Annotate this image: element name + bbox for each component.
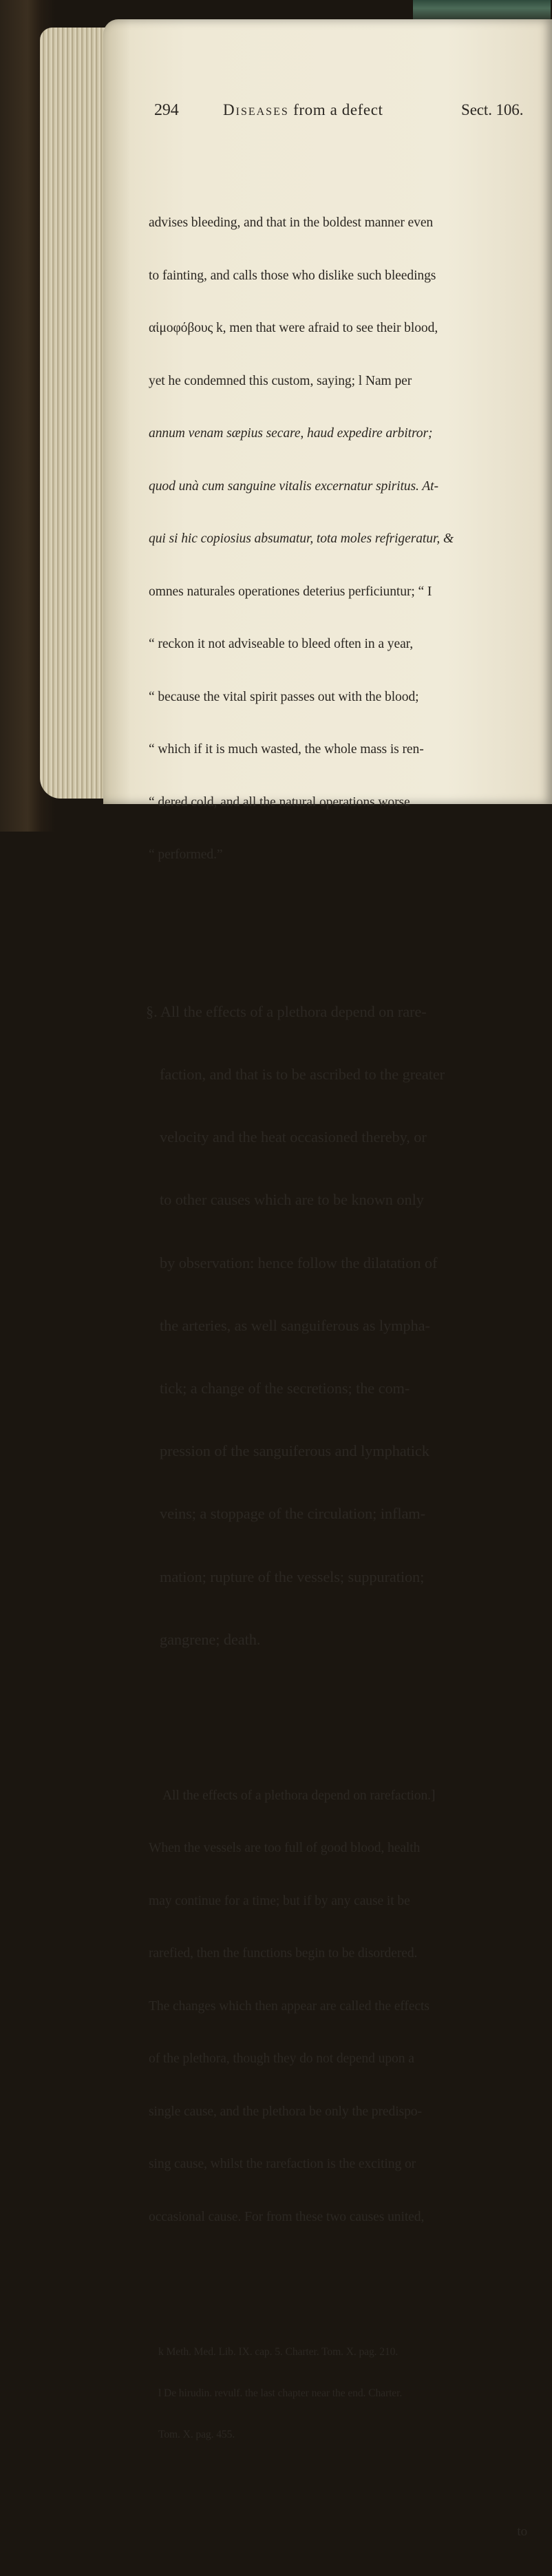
running-title xyxy=(223,101,450,119)
text-line: The changes which then appear are called the effects xyxy=(149,1998,429,2014)
text-line: αἱμοφόβους k, men that were afraid to see their blood, xyxy=(149,321,438,335)
text-line: of the plethora, though they do not depend upon a xyxy=(149,2051,414,2067)
text-line-quote: “ which if it is much wasted, the whole mass is ren- xyxy=(149,742,424,757)
catchword: to xyxy=(517,2524,527,2540)
aphorism-line: the arteries, as well sanguiferous as lympha- xyxy=(160,1316,430,1334)
running-title-caps: Diseases xyxy=(223,101,289,118)
text-line-quote: “ because the vital spirit passes out with the blood; xyxy=(149,689,419,704)
text-line-latin: qui si hic copiosius absumatur, tota moles refrigeratur, & xyxy=(149,531,454,546)
aphorism-line: faction, and that is to be ascribed to the greater xyxy=(160,1066,445,1084)
aphorism-paragraph xyxy=(146,960,540,1692)
aphorism-line: mation; rupture of the vessels; suppuration; xyxy=(160,1567,425,1585)
aphorism-line: tick; a change of the secretions; the com- xyxy=(160,1380,410,1397)
footnote-l: l De hirudin. revulf. the last chapter near the end. Charter. xyxy=(158,2387,403,2399)
running-header xyxy=(154,101,540,120)
aphorism-line: to other causes which are to be known only xyxy=(160,1191,424,1209)
text-line: occasional cause. For from these two causes united, xyxy=(149,2209,425,2224)
aphorism-line: gangrene; death. xyxy=(160,1630,261,1648)
text-line-quote: “ dered cold, and all the natural operations worse xyxy=(149,794,410,810)
page-text xyxy=(146,66,540,2576)
text-line: When the vessels are too full of good blood, health xyxy=(149,1841,421,1856)
text-line: sing cause, whilst the rarefaction is the exciting or xyxy=(149,2157,416,2172)
text-line: advises bleeding, and that in the boldest manner even xyxy=(149,215,434,230)
aphorism-line: pression of the sanguiferous and lymphatick xyxy=(160,1442,429,1460)
aphorism-line: by observation: hence follow the dilatation of xyxy=(160,1254,438,1271)
text-line-latin: quod unà cum sanguine vitalis excernatur spiritus. At- xyxy=(149,478,438,494)
aphorism-line: §. All the effects of a plethora depend on rare- xyxy=(146,1002,427,1020)
footnote-k: k Meth. Med. Lib. IX. cap. 5. Charter. Tom. X. pag. 210. xyxy=(158,2345,399,2358)
paragraph-commentary-1 xyxy=(149,179,540,899)
footnotes xyxy=(158,2318,540,2469)
text-line: All the effects of a plethora depend on rarefaction.] xyxy=(162,1788,436,1803)
text-line: rarefied, then the functions begin to be disordered. xyxy=(149,1946,418,1961)
text-line: single cause, and the plethora be only the predispo- xyxy=(149,2104,422,2119)
text-line-latin: annum venam sæpius secare, haud expedire arbitror; xyxy=(149,426,433,441)
running-title-rest: from a defect xyxy=(293,101,383,118)
text-line: may continue for a time; but if by any cause it be xyxy=(149,1893,410,1908)
text-line-quote: “ performed.” xyxy=(149,847,223,862)
text-line-quote: “ reckon it not adviseable to bleed often in a year, xyxy=(149,637,414,651)
section-label: Sect. 106. xyxy=(461,101,524,118)
aphorism-line: velocity and the heat occasioned thereby, or xyxy=(160,1128,427,1146)
text-line: to fainting, and calls those who dislike such bleedings xyxy=(149,268,436,283)
footnote-l-continued: Tom. X. pag. 455. xyxy=(158,2428,235,2440)
paragraph-commentary-2 xyxy=(149,1752,540,2261)
text-line: yet he condemned this custom, saying; l Nam per xyxy=(149,373,412,388)
aphorism-line: veins; a stoppage of the circulation; inflam- xyxy=(160,1505,425,1523)
text-line: omnes naturales operationes deterius perficiuntur; “ I xyxy=(149,584,432,599)
page-number: 294 xyxy=(154,101,179,119)
